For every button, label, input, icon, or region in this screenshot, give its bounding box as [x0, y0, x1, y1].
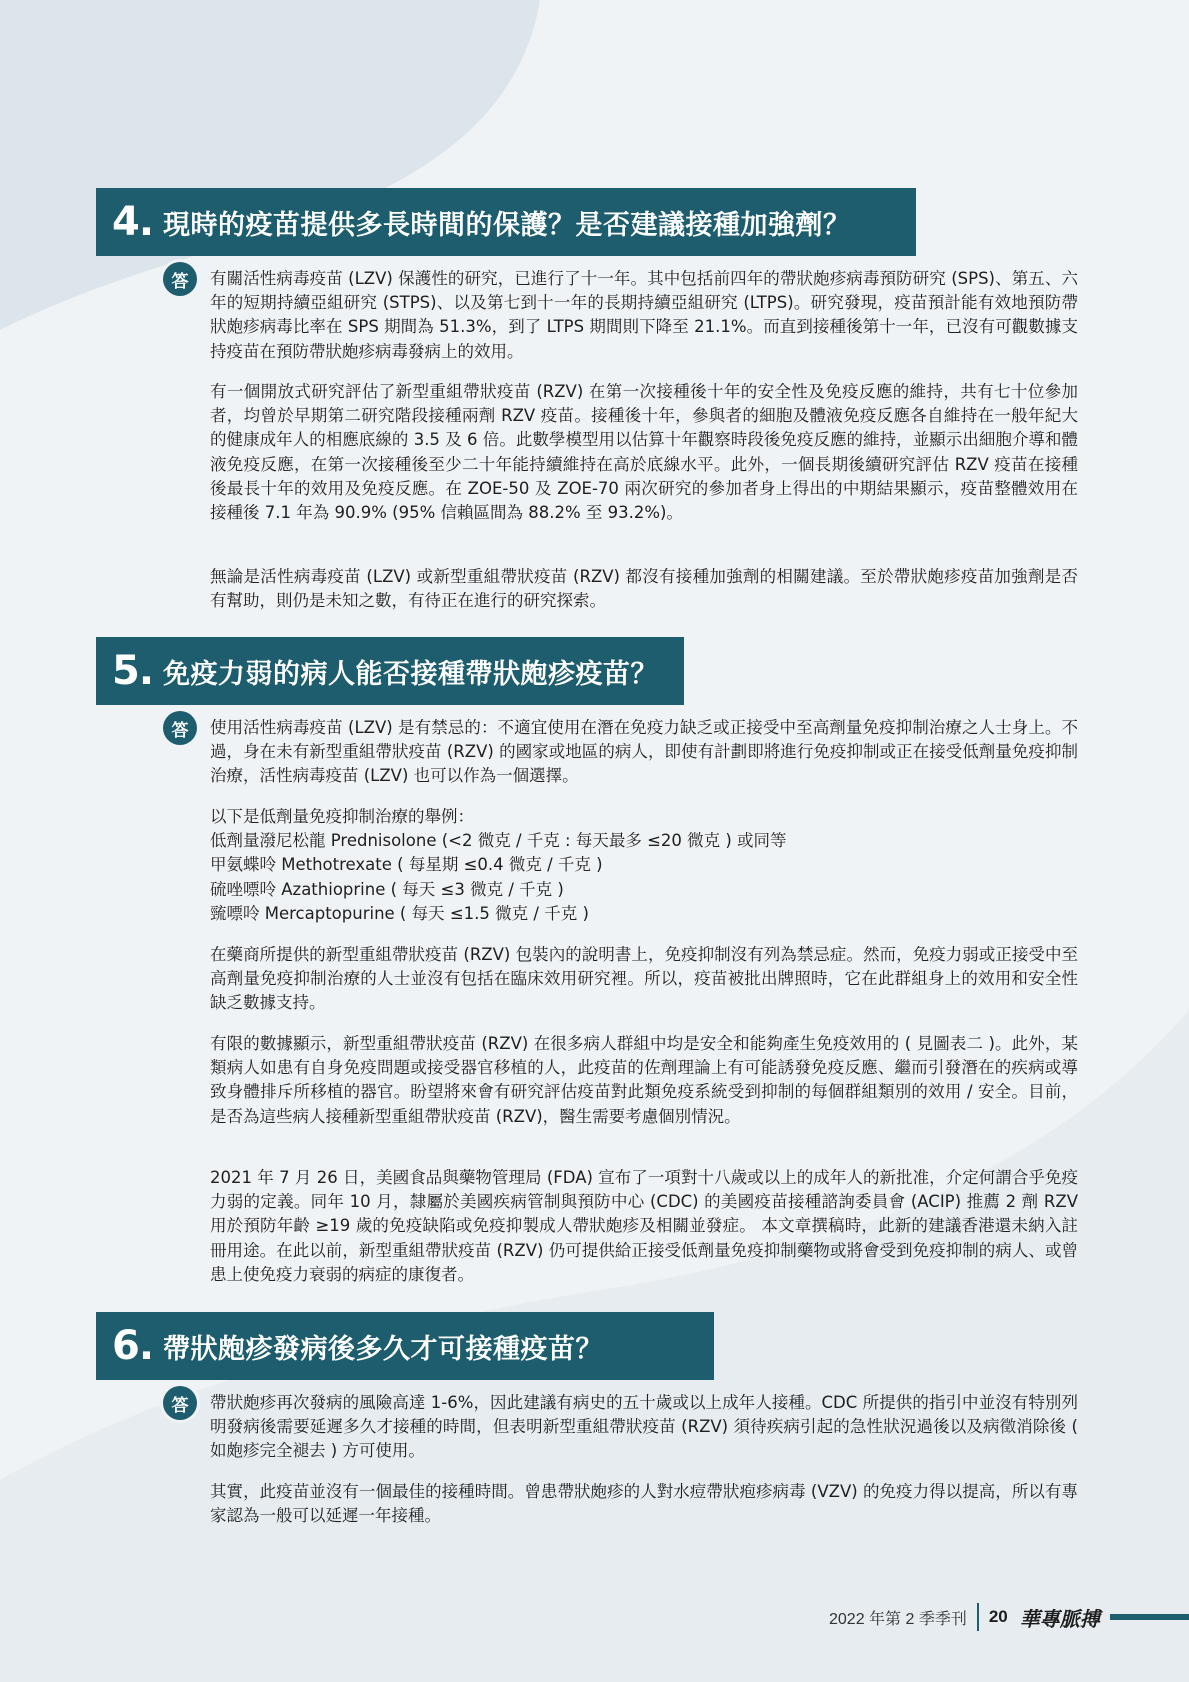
issue-label: 2022 年第 2 季季刊 — [829, 1610, 967, 1628]
section-number: 4. — [112, 199, 154, 245]
section-title: 免疫力弱的病人能否接種帶狀皰疹疫苗？ — [163, 658, 659, 690]
paragraph: 帶狀皰疹再次發病的風險高達 1-6%，因此建議有病史的五十歲或以上成年人接種。CDC 所提供的指引中並沒有特別列明發病後需要延遲多久才接種的時間，但表明新型重組帶狀疫苗 (RZV) 須待疾病引起的急性狀況過後以及病徵消除後 ( 如皰疹完全褪去 ) 方可使用。 — [210, 1393, 1078, 1461]
answer-badge: 答 — [163, 262, 197, 296]
page-number: 20 — [988, 1607, 1008, 1626]
list-item: 硫唑嘌呤 Azathioprine ( 每天 ≤3 微克 / 千克 ) — [210, 879, 564, 899]
list-item: 低劑量潑尼松龍 Prednisolone (<2 微克 / 千克 : 每天最多 ≤20 微克 ) 或同等 — [210, 831, 787, 851]
section-number: 6. — [112, 1323, 154, 1369]
paragraph: 其實，此疫苗並沒有一個最佳的接種時間。曾患帶狀皰疹的人對水痘帶狀疱疹病毒 (VZV) 的免疫力得以提高，所以有專家認為一般可以延遲一年接種。 — [210, 1482, 1078, 1526]
footer-accent-line — [1110, 1614, 1189, 1620]
footer-divider — [977, 1603, 979, 1631]
list-heading: 以下是低劑量免疫抑制治療的舉例： — [210, 807, 474, 826]
section-title: 帶狀皰疹發病後多久才可接種疫苗？ — [163, 1333, 604, 1365]
paragraph: 有關活性病毒疫苗 (LZV) 保護性的研究，已進行了十一年。其中包括前四年的帶狀皰疹病毒預防研究 (SPS)、第五、六年的短期持續亞組研究 (STPS)、以及第七到十一年的長期持續亞組研究 (LTPS)。研究發現，疫苗預計能有效地預防帶狀皰疹病毒比率在 SPS 期間為 51.3%，到了 LTPS 期間則下降至 21.1%。而直到接種後第十一年，已沒有可觀數據支持疫苗在預防帶狀皰疹病毒發病上的效用。 — [210, 269, 1078, 361]
paragraph: 使用活性病毒疫苗 (LZV) 是有禁忌的：不適宜使用在潛在免疫力缺乏或正接受中至高劑量免疫抑制治療之人士身上。不過，身在未有新型重組帶狀疫苗 (RZV) 的國家或地區的病人，即使有計劃即將進行免疫抑制或正在接受低劑量免疫抑制治療，活性病毒疫苗 (LZV) 也可以作為一個選擇。 — [210, 718, 1078, 786]
paragraph: 無論是活性病毒疫苗 (LZV) 或新型重組帶狀疫苗 (RZV) 都沒有接種加強劑的相關建議。至於帶狀皰疹疫苗加強劑是否有幫助，則仍是未知之數，有待正在進行的研究探索。 — [210, 567, 1078, 611]
section-header-4 — [96, 188, 916, 256]
list-item: 巰嘌呤 Mercaptopurine ( 每天 ≤1.5 微克 / 千克 ) — [210, 903, 589, 923]
page-footer — [829, 1600, 1189, 1634]
section-title: 現時的疫苗提供多長時間的保護？是否建議接種加強劑？ — [163, 209, 851, 241]
answer-badge: 答 — [163, 711, 197, 745]
answer-badge: 答 — [163, 1386, 197, 1420]
list-item: 甲氨蝶呤 Methotrexate ( 每星期 ≤0.4 微克 / 千克 ) — [210, 855, 603, 875]
section-number: 5. — [112, 648, 154, 694]
paragraph: 有一個開放式研究評估了新型重組帶狀疫苗 (RZV) 在第一次接種後十年的安全性及免疫反應的維持，共有七十位參加者，均曾於早期第二研究階段接種兩劑 RZV 疫苗。接種後十年，參與者的細胞及體液免疫反應各自維持在一般年紀大的健康成年人的相應底線的 3.5 及 6 倍。此數學模型用以估算十年觀察時段後免疫反應的維持，並顯示出細胞介導和體液免疫反應，在第一次接種後至少二十年能持續維持在高於底線水平。此外，一個長期後續研究評估 RZV 疫苗在接種後最長十年的效用及免疫反應。在 ZOE-50 及 ZOE-70 兩次研究的參加者身上得出的中期結果顯示，疫苗整體效用在接種後 7.1 年為 90.9% (95% 信賴區間為 88.2% 至 93.2%)。 — [210, 382, 1078, 523]
paragraph: 在藥商所提供的新型重組帶狀疫苗 (RZV) 包裝內的說明書上，免疫抑制沒有列為禁忌症。然而，免疫力弱或正接受中至高劑量免疫抑制治療的人士並沒有包括在臨床效用研究裡。所以，疫苗被批出牌照時，它在此群組身上的效用和安全性缺乏數據支持。 — [210, 945, 1078, 1013]
section-header-5 — [96, 637, 684, 705]
medication-list — [210, 805, 1078, 926]
section-header-6 — [96, 1312, 714, 1380]
publication-logo: 華專脈搏 — [1019, 1606, 1100, 1631]
paragraph: 2021 年 7 月 26 日，美國食品與藥物管理局 (FDA) 宣布了一項對十八歲或以上的成年人的新批准，介定何謂合乎免疫力弱的定義。同年 10 月，隸屬於美國疾病管制與預防中心 (CDC) 的美國疫苗接種諮詢委員會 (ACIP) 推薦 2 劑 RZV 用於預防年齡 ≥19 歲的免疫缺陷或免疫抑製成人帶狀皰疹及相關並發症。 本文章撰稿時，此新的建議香港還未納入註冊用途。在此以前，新型重組帶狀疫苗 (RZV) 仍可提供給正接受低劑量免疫抑制藥物或將會受到免疫抑制的病人、或曾患上使免疫力衰弱的病症的康復者。 — [210, 1168, 1078, 1284]
paragraph: 有限的數據顯示，新型重組帶狀疫苗 (RZV) 在很多病人群組中均是安全和能夠產生免疫效用的 ( 見圖表二 )。此外，某類病人如患有自身免疫問題或接受器官移植的人，此疫苗的佐劑理論上有可能誘發免疫反應、繼而引發潛在的疾病或導致身體排斥所移植的器官。盼望將來會有研究評估疫苗對此類免疫系統受到抑制的每個群組類別的效用 / 安全。目前，是否為這些病人接種新型重組帶狀疫苗 (RZV)，醫生需要考慮個別情況。 — [210, 1034, 1078, 1126]
